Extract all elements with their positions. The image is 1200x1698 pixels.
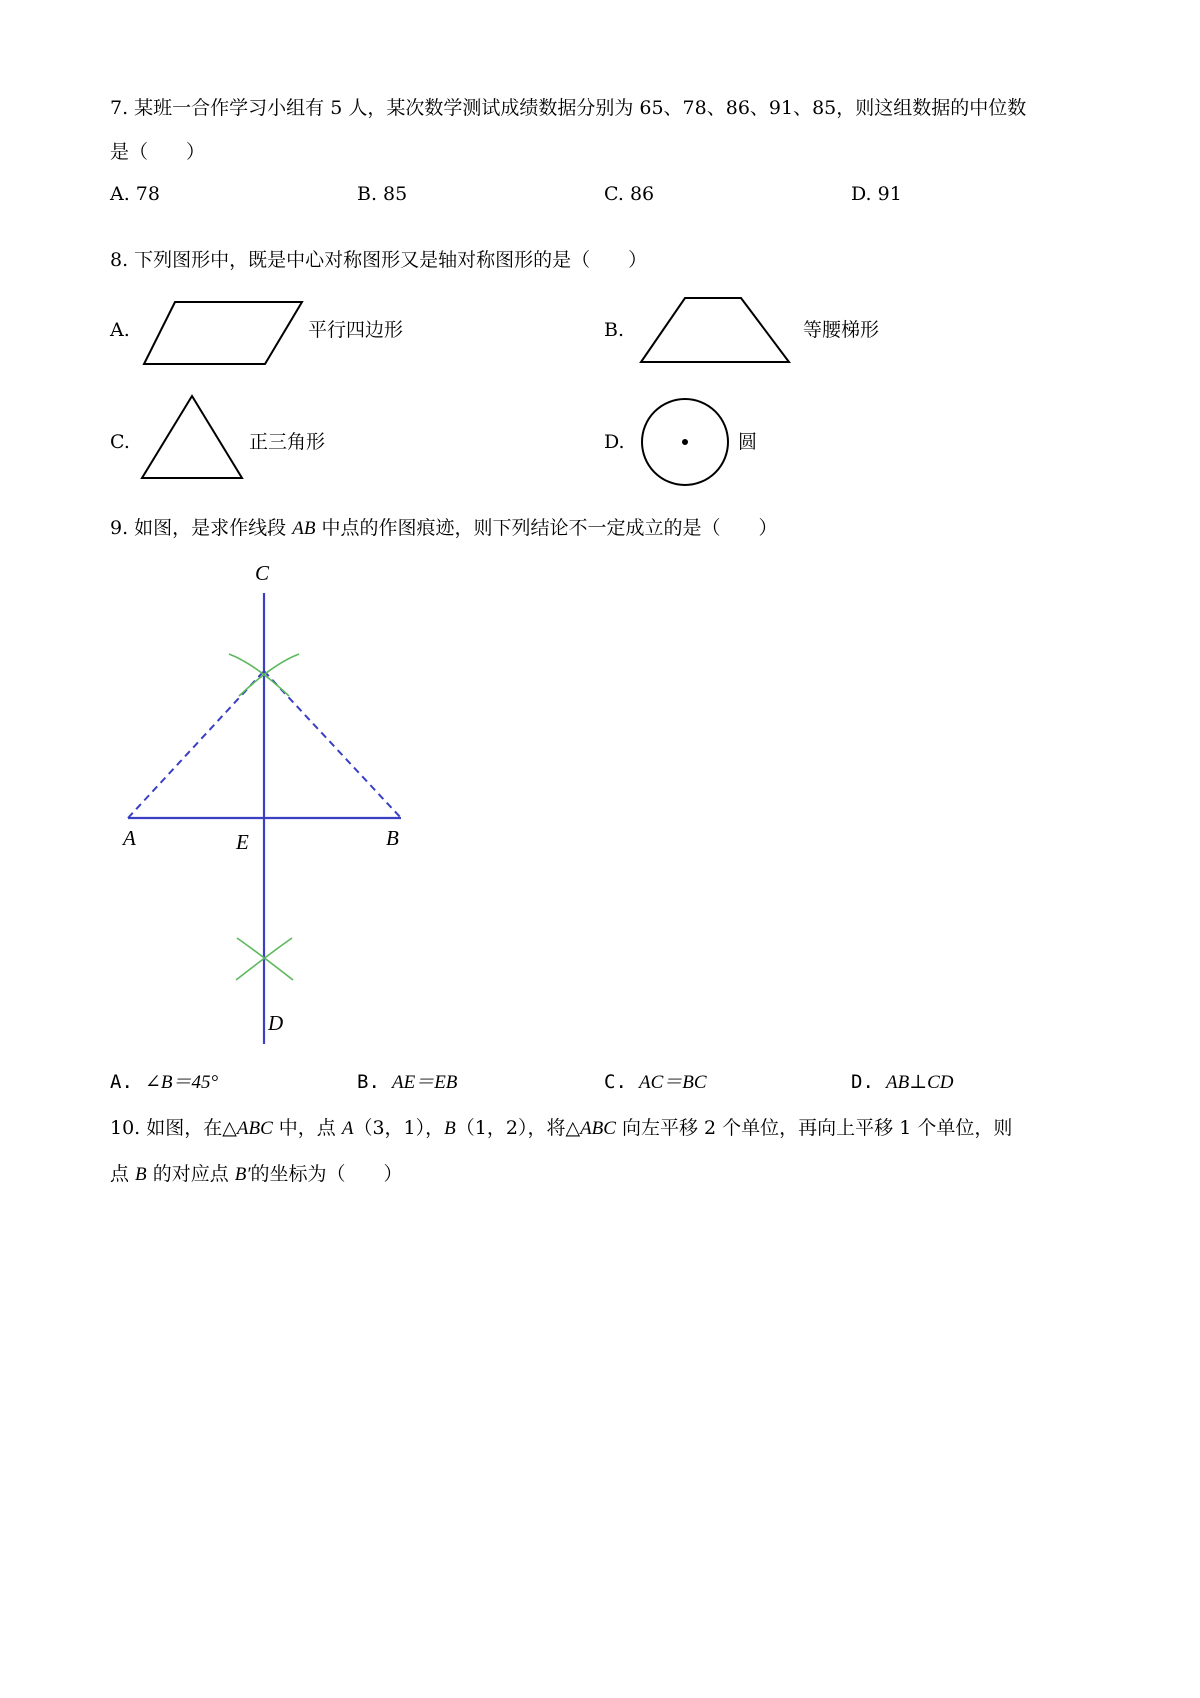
q8-option-c-letter: C. xyxy=(110,431,130,453)
q10-stem-line1: 10. 如图，在△ABC 中，点 A（3，1），B（1，2），将△ABC 向左平移 2 个单位，再向上平移 1 个单位，则 xyxy=(110,1117,1013,1139)
q8-stem: 8. 下列图形中，既是中心对称图形又是轴对称图形的是（ ） xyxy=(110,249,648,271)
q7-option-a: A. 78 xyxy=(110,183,160,205)
dashed-ac xyxy=(128,671,264,818)
q8-option-a-letter: A. xyxy=(110,319,130,341)
q7-stem-line1: 7. 某班一合作学习小组有 5 人，某次数学测试成绩数据分别为 65、78、86、91、85，则这组数据的中位数 xyxy=(110,97,1027,119)
q7-stem-line2: 是（ ） xyxy=(110,141,206,163)
q8-option-c-name: 正三角形 xyxy=(249,431,326,453)
q7-option-d: D. 91 xyxy=(851,183,902,205)
q9-option-c: C. AC＝BC xyxy=(604,1071,707,1093)
label-e: E xyxy=(236,830,249,854)
dashed-bc xyxy=(264,671,401,818)
parallelogram-shape xyxy=(144,302,302,364)
trapezoid-shape xyxy=(641,298,789,362)
q7-option-b: B. 85 xyxy=(357,183,408,205)
label-d: D xyxy=(268,1011,284,1035)
q9-stem-var: AB xyxy=(292,518,316,539)
q8-option-d-name: 圆 xyxy=(738,431,758,453)
q8-option-b-letter: B. xyxy=(604,319,625,341)
q9-option-a: A. ∠B＝45° xyxy=(110,1071,219,1093)
trapezoid-figure xyxy=(637,294,797,366)
q9-option-b: B. AE＝EB xyxy=(357,1071,458,1093)
q9-construction-figure xyxy=(115,560,435,1040)
q8-option-b-name: 等腰梯形 xyxy=(803,319,880,341)
q10-stem-line2: 点 B 的对应点 B′的坐标为（ ） xyxy=(110,1163,403,1185)
q7-option-c: C. 86 xyxy=(604,183,655,205)
label-b: B xyxy=(386,826,399,850)
label-a: A xyxy=(123,826,136,850)
circle-figure xyxy=(637,394,733,490)
parallelogram-figure xyxy=(140,298,310,368)
triangle-figure xyxy=(138,392,248,482)
triangle-shape xyxy=(142,396,242,478)
q9-stem: 9. 如图，是求作线段 AB 中点的作图痕迹，则下列结论不一定成立的是（ ） xyxy=(110,517,778,539)
label-c: C xyxy=(255,561,270,585)
circle-center-dot xyxy=(682,439,688,445)
q8-option-d-letter: D. xyxy=(604,431,625,453)
q8-option-a-name: 平行四边形 xyxy=(308,319,404,341)
q9-option-d: D. AB⊥CD xyxy=(851,1071,954,1093)
